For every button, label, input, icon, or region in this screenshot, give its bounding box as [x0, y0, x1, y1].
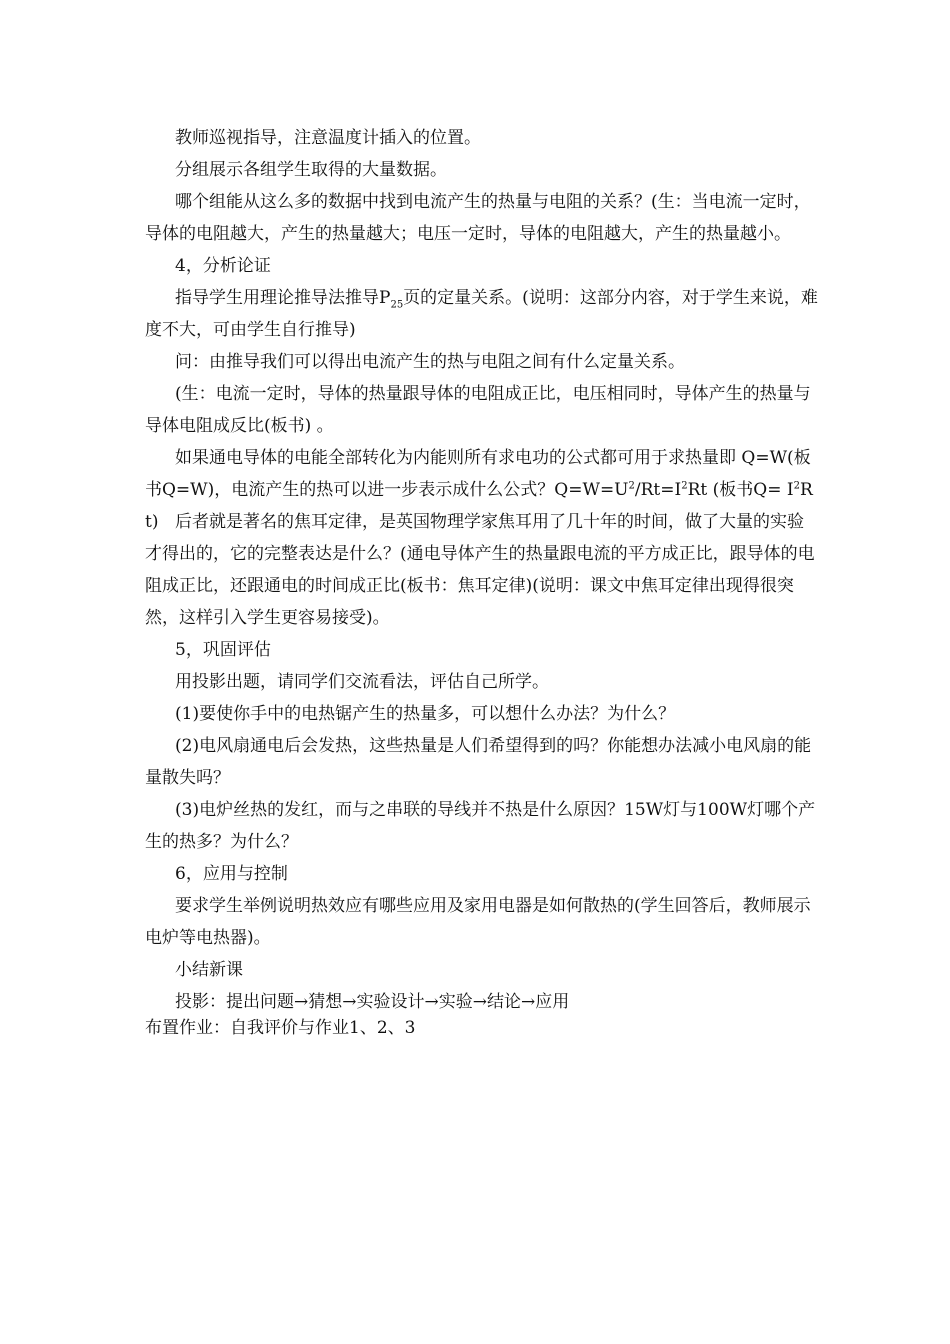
text-segment: 页的定量关系。(说明：这部分内容，对于学生来说，难度不大，可由学生自行推导): [145, 288, 818, 340]
paragraph-summary-title: 小结新课: [175, 960, 243, 980]
section-heading-application: 6，应用与控制: [175, 864, 288, 884]
text-segment: /Rt=I: [634, 480, 682, 500]
paragraph-question-resistance: 哪个组能从这么多的数据中找到电流产生的热量与电阻的关系？(生：当电流一定时，导体的电阻越大，产生的热量越大；电压一定时，导体的电阻越大，产生的热量越小。: [145, 192, 811, 244]
paragraph-projection-flow: 投影：提出问题→猜想→实验设计→实验→结论→应用: [175, 992, 570, 1012]
superscript: 2: [681, 480, 688, 492]
paragraph-application: 要求学生举例说明热效应有哪些应用及家用电器是如何散热的(学生回答后，教师展示电炉等电热器)。: [145, 896, 811, 948]
superscript: 2: [628, 480, 635, 492]
text-segment: 如果通电导体的电能全部转化为内能则所有求电功的公式都可用于求热量即 Q=W(板书Q=W)，电流产生的热可以进一步表示成什么公式？Q=W=U: [145, 448, 811, 500]
paragraph-homework: 布置作业：自我评价与作业1、2、3: [145, 1018, 416, 1038]
section-heading-analysis: 4，分析论证: [175, 256, 271, 276]
paragraph-joule-law: 后者就是著名的焦耳定律，是英国物理学家焦耳用了几十年的时间，做了大量的实验才得出的，它的完整表达是什么？(通电导体产生的热量跟电流的平方成正比，跟导体的电阻成正比，还跟通电的时间成正比(板书：焦耳定律)(说明：课文中焦耳定律出现得很突然，这样引入学生更容易接受)。: [145, 512, 815, 628]
section-heading-evaluation: 5，巩固评估: [175, 640, 271, 660]
paragraph-student-answer: (生：电流一定时，导体的热量跟导体的电阻成正比，电压相同时，导体产生的热量与导体电阻成反比(板书) 。: [145, 384, 811, 436]
superscript: 2: [793, 480, 800, 492]
question-1: (1)要使你手中的电热锯产生的热量多，可以想什么办法？为什么？: [175, 704, 676, 724]
question-2: (2)电风扇通电后会发热，这些热量是人们希望得到的吗？你能想办法减小电风扇的能量散失吗？: [145, 736, 812, 788]
text-segment: Rt): [145, 480, 813, 532]
paragraph-derivation: [145, 282, 820, 346]
question-3: (3)电炉丝热的发红，而与之串联的导线并不热是什么原因？15W灯与100W灯哪个产生的热多？为什么？: [145, 800, 816, 852]
paragraph-group-data: 分组展示各组学生取得的大量数据。: [175, 160, 447, 180]
paragraph-question-relation: 问：由推导我们可以得出电流产生的热与电阻之间有什么定量关系。: [175, 352, 685, 372]
subscript-page-number: 25: [390, 299, 404, 311]
text-segment: 指导学生用理论推导法推导P: [175, 288, 391, 308]
paragraph-projection: 用投影出题，请同学们交流看法，评估自己所学。: [175, 672, 549, 692]
text-segment: Rt (板书Q= I: [687, 480, 794, 500]
paragraph-teacher-guidance: 教师巡视指导，注意温度计插入的位置。: [175, 128, 481, 148]
